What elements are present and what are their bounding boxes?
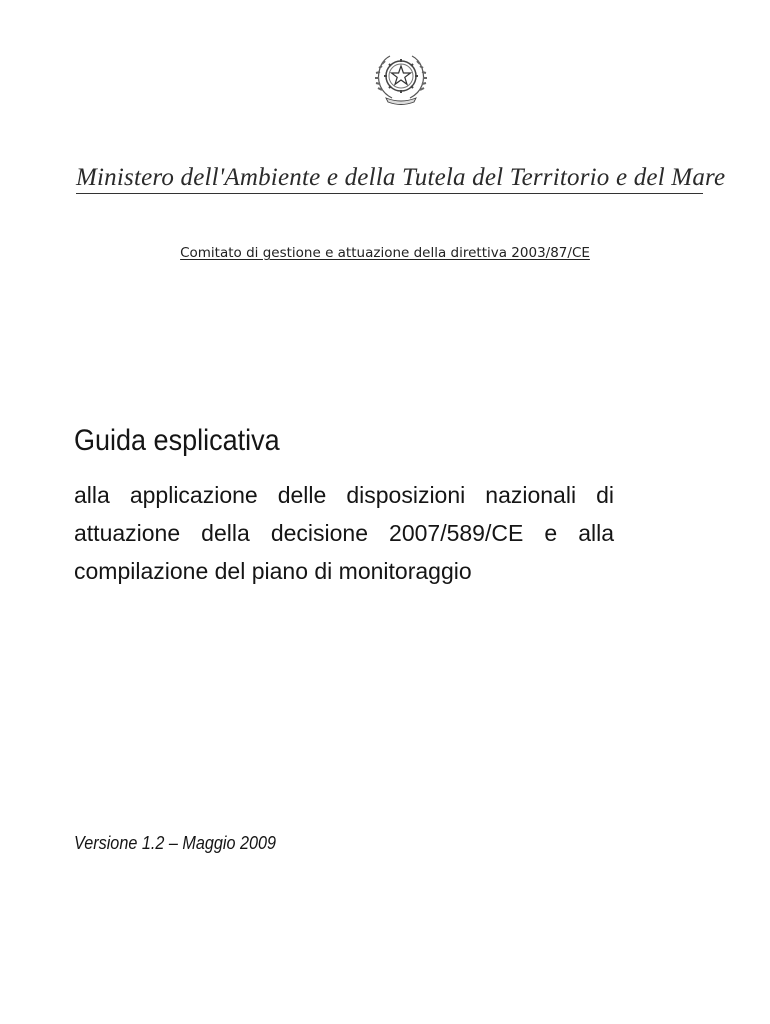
- committee-name: Comitato di gestione e attuazione della direttiva 2003/87/CE: [180, 245, 590, 261]
- document-subtitle: alla applicazione delle disposizioni nazionali di attuazione della decisione 2007/589/CE e alla compilazione del piano di monitoraggio: [74, 482, 614, 584]
- italian-republic-emblem: [372, 46, 430, 106]
- ministry-name: Ministero dell'Ambiente e della Tutela del Territorio e del Mare: [76, 164, 726, 191]
- document-version: Versione 1.2 – Maggio 2009: [74, 833, 277, 853]
- document-title: Guida esplicativa: [74, 424, 280, 457]
- header-divider: [76, 193, 703, 194]
